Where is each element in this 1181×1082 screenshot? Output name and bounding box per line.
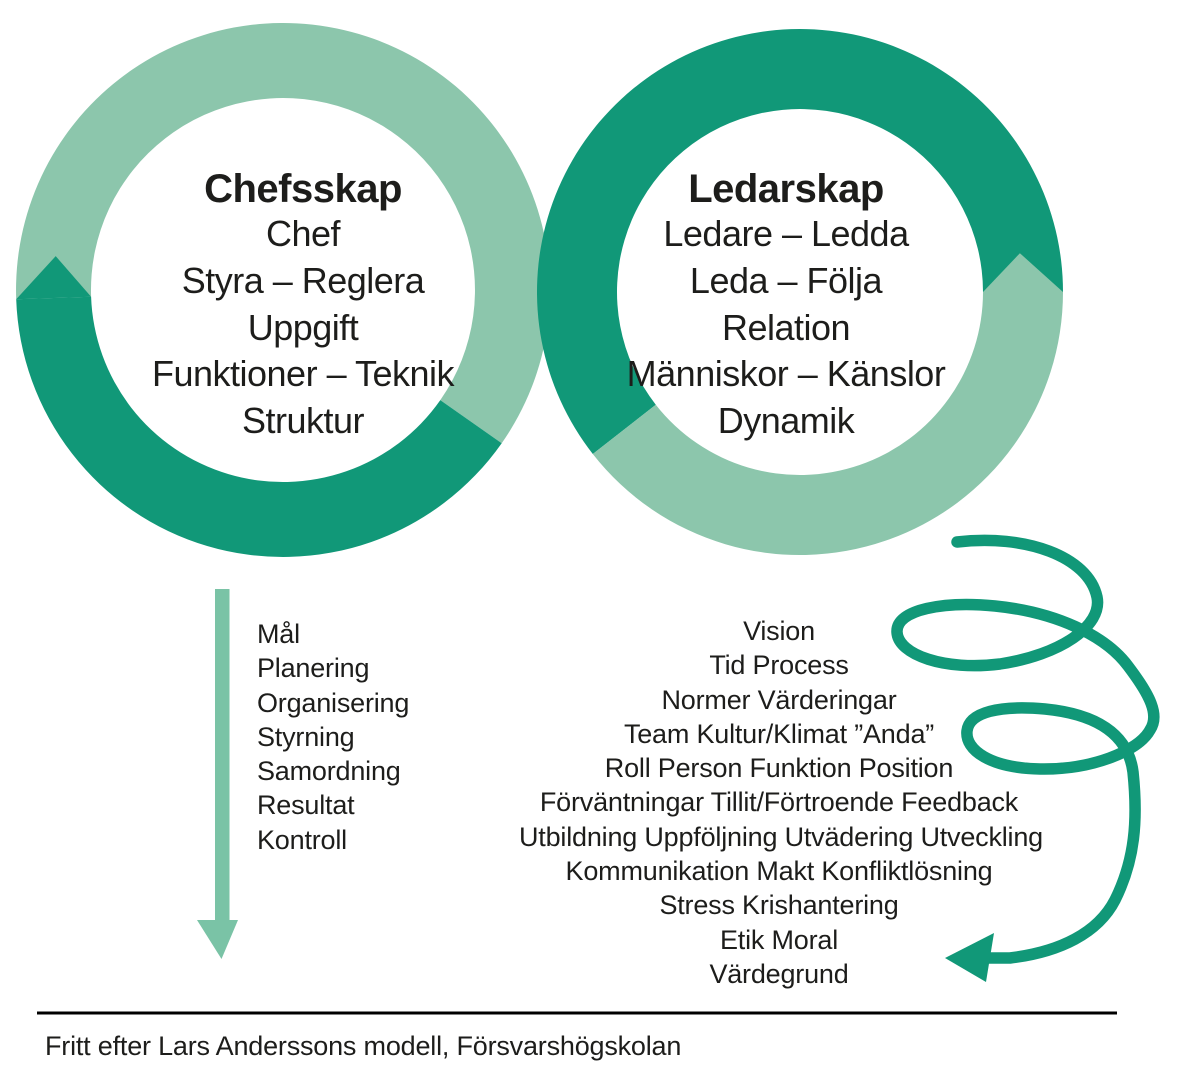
list-item: Samordning — [257, 756, 401, 787]
list-item: Planering — [257, 653, 370, 684]
list-item: Vision — [743, 616, 815, 646]
list-item: Resultat — [257, 790, 355, 821]
list-item: Struktur — [241, 400, 365, 442]
list-item: Chef — [265, 213, 341, 254]
list-item: Stress Krishantering — [659, 890, 899, 921]
right-circle-title: Ledarskap — [688, 167, 884, 211]
list-item: Utbildning Uppföljning Utvädering Utveckling — [519, 821, 1043, 852]
right-circle-items — [566, 211, 1006, 445]
list-item: Styrning — [257, 721, 355, 752]
left-circle-title: Chefsskap — [204, 167, 402, 211]
list-item: Funktioner – Teknik — [151, 353, 454, 395]
list-item: Roll Person Funktion Position — [604, 753, 954, 784]
right-circle-label — [566, 167, 1006, 445]
list-item: Människor – Känslor — [626, 353, 946, 395]
list-item: Relation — [721, 306, 851, 348]
list-item: Ledare – Ledda — [663, 213, 909, 254]
left-circle-label — [83, 167, 523, 445]
list-item: Tid Process — [709, 650, 849, 681]
left-circle-items — [83, 211, 523, 445]
list-item: Leda – Följa — [689, 259, 883, 301]
list-item: Mål — [257, 619, 300, 649]
list-item: Organisering — [257, 687, 410, 718]
arrow-down-icon — [197, 589, 238, 959]
list-item: Uppgift — [247, 306, 359, 348]
leadership-list — [519, 614, 1043, 991]
list-item: Kontroll — [257, 824, 347, 855]
list-item: Förväntningar Tillit/Förtroende Feedback — [539, 787, 1019, 818]
list-item: Styra – Reglera — [181, 259, 425, 301]
list-item: Dynamik — [717, 400, 855, 442]
source-caption: Fritt efter Lars Anderssons modell, Försvarshögskolan — [45, 1031, 682, 1061]
list-item: Normer Värderingar — [661, 684, 897, 715]
management-list — [257, 617, 557, 857]
list-item: Värdegrund — [709, 958, 849, 989]
list-item: Kommunikation Makt Konfliktlösning — [565, 856, 993, 887]
list-item: Etik Moral — [719, 924, 839, 955]
list-item: Team Kultur/Klimat ”Anda” — [623, 718, 935, 749]
